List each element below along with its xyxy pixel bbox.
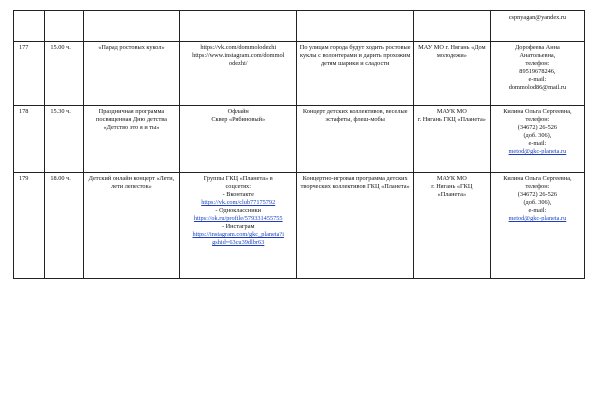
responsible-ext: (доб. 306), bbox=[523, 132, 552, 139]
cell-place bbox=[180, 173, 297, 279]
cell-responsible bbox=[490, 173, 584, 279]
cell-num: 177 bbox=[14, 42, 45, 106]
responsible-email-label: e-mail: bbox=[528, 76, 547, 83]
cell-responsible bbox=[490, 106, 584, 173]
responsible-phone-label: телефон: bbox=[525, 116, 550, 123]
cell-time: 18.00 ч. bbox=[45, 173, 83, 279]
events-table bbox=[13, 10, 585, 279]
table-row bbox=[14, 106, 585, 173]
responsible-email-label: e-mail: bbox=[528, 140, 547, 147]
organizer-line: г. Нягань «ГКЦ bbox=[431, 183, 473, 190]
place-ok-label: - Одноклассники bbox=[215, 207, 262, 214]
cell-description: Концертно-игровая программа детских творческих коллективов ГКЦ «Планета» bbox=[297, 173, 413, 279]
cell-name: Праздничная программа посвященная Дню детства «Детство это я и ты» bbox=[83, 106, 179, 173]
cell-place bbox=[180, 106, 297, 173]
responsible-ext: (доб. 306), bbox=[523, 199, 552, 206]
responsible-name: Килина Ольга Сергеевна, bbox=[503, 175, 572, 182]
place-link-instagram-cont[interactable]: odezhi/ bbox=[228, 60, 248, 67]
organizer-line: МАУК МО bbox=[436, 175, 467, 182]
cell-organizer bbox=[413, 11, 490, 42]
cell-organizer bbox=[413, 106, 490, 173]
responsible-name: Дорофеева Анна bbox=[515, 44, 560, 51]
place-intro: Группы ГКЦ «Планета» в bbox=[203, 175, 273, 182]
cell-time: 15.30 ч. bbox=[45, 106, 83, 173]
cell-name bbox=[83, 11, 179, 42]
place-link-vk[interactable]: https://vk.com/dommolodezhi bbox=[200, 44, 277, 51]
cell-responsible bbox=[490, 11, 584, 42]
cell-num bbox=[14, 11, 45, 42]
responsible-phone: 89519678246, bbox=[519, 68, 556, 75]
place-vk-label: - Вконтакте bbox=[222, 191, 254, 198]
place-intro: соцсетях: bbox=[225, 183, 251, 190]
cell-num: 179 bbox=[14, 173, 45, 279]
organizer-line: МАУК МО bbox=[436, 108, 467, 115]
place-instagram-label: - Инстаграм bbox=[221, 223, 255, 230]
cell-place bbox=[180, 11, 297, 42]
cell-time bbox=[45, 11, 83, 42]
responsible-email-link[interactable]: metod@gkc-planeta.ru bbox=[508, 215, 567, 222]
responsible-email-label: e-mail: bbox=[528, 207, 547, 214]
organizer-line: «Планета» bbox=[437, 191, 467, 198]
cell-time: 15.00 ч. bbox=[45, 42, 83, 106]
place-link-ok[interactable]: https://ok.ru/profile/579331455755 bbox=[193, 215, 283, 222]
responsible-email: dommolod86@mail.ru bbox=[508, 84, 567, 91]
table-row-continuation bbox=[14, 11, 585, 42]
responsible-phone: (34672) 26-526 bbox=[517, 191, 558, 198]
cell-organizer bbox=[413, 173, 490, 279]
cell-name: «Парад ростовых кукол» bbox=[83, 42, 179, 106]
responsible-phone: (34672) 26-526 bbox=[517, 124, 558, 131]
cell-description: Концерт детских коллективов, веселые эстафеты, флеш-мобы bbox=[297, 106, 413, 173]
table-row bbox=[14, 173, 585, 279]
cell-name: Детский онлайн концерт «Лети, лети лепесток» bbox=[83, 173, 179, 279]
organizer-line: г. Нягань ГКЦ «Планета» bbox=[417, 116, 486, 123]
cell-description bbox=[297, 11, 413, 42]
responsible-email: cspnyagan@yandex.ru bbox=[508, 14, 567, 21]
cell-num: 178 bbox=[14, 106, 45, 173]
responsible-phone-label: телефон: bbox=[525, 183, 550, 190]
cell-organizer: МАУ МО г. Нягань «Дом молодежи» bbox=[413, 42, 490, 106]
responsible-name: Килина Ольга Сергеевна, bbox=[503, 108, 572, 115]
place-format: Офлайн bbox=[227, 108, 249, 115]
responsible-email-link[interactable]: metod@gkc-planeta.ru bbox=[508, 148, 567, 155]
table-row bbox=[14, 42, 585, 106]
responsible-patronymic: Анатольевна, bbox=[519, 52, 556, 59]
place-link-instagram[interactable]: https://www.instagram.com/dommol bbox=[192, 52, 285, 59]
cell-responsible bbox=[490, 42, 584, 106]
responsible-phone-label: телефон: bbox=[525, 60, 550, 67]
place-venue: Сквер «Рябиновый» bbox=[211, 116, 266, 123]
cell-description: По улицам города будут ходить ростовые куклы с волонтерами и дарить прохожим детям шарики и сладости bbox=[297, 42, 413, 106]
place-link-instagram[interactable]: https://instagram.com/gkc_planeta?i bbox=[192, 231, 284, 238]
place-link-vk[interactable]: https://vk.com/club77175792 bbox=[201, 199, 276, 206]
place-link-instagram-cont[interactable]: gshid=63cu39dlbr63 bbox=[212, 239, 265, 246]
cell-place bbox=[180, 42, 297, 106]
